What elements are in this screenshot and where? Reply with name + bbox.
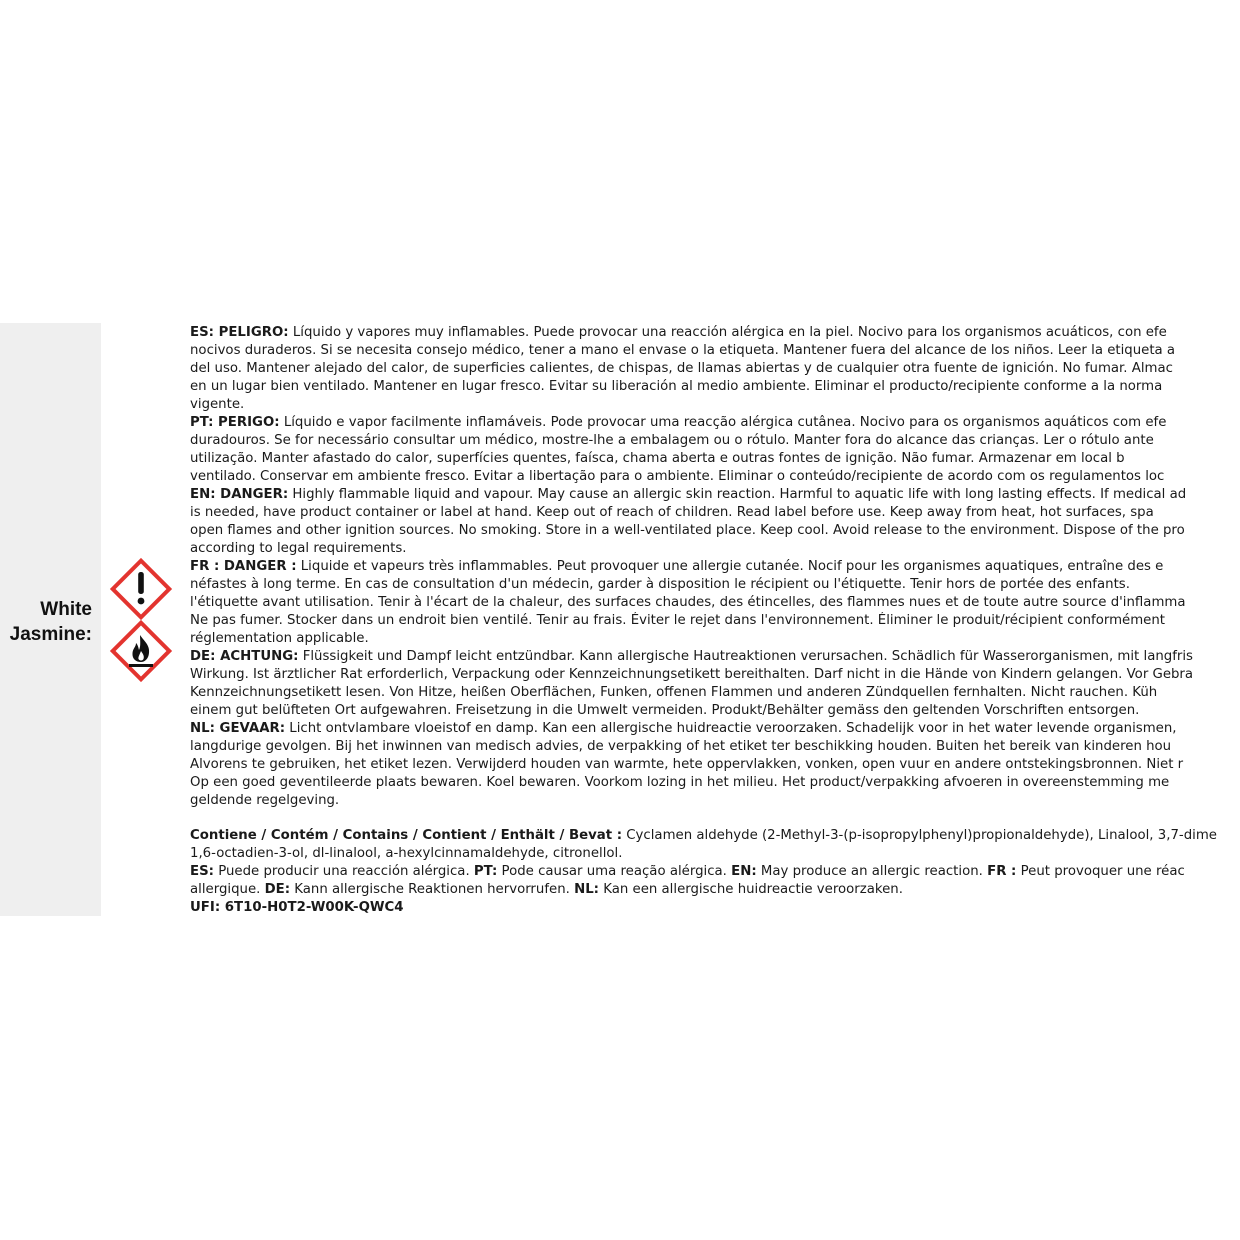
warning-nl-line: Op een goed geventileerde plaats bewaren. Koel bewaren. Voorkom lozing in het milieu. Het product/verpakking afvoeren in overeenstemming me — [190, 775, 1170, 790]
warning-nl-line: Alvorens te gebruiken, het etiket lezen. Verwijderd houden van warmte, hete oppervlakken, vonken, open vuur en andere ontstekingsbronnen. Niet r — [190, 757, 1184, 772]
warning-pt-line: ventilado. Conservar em ambiente fresco. Evitar a libertação para o ambiente. Eliminar o conteúdo/recipiente de acordo com os regulamentos loc — [190, 469, 1165, 484]
warning-fr-line: néfastes à long terme. En cas de consultation d'un médecin, garder à disposition le récipient ou l'étiquette. Tenir hors de portée des enfants. — [190, 577, 1130, 592]
warning-en-line: is needed, have product container or label at hand. Keep out of reach of children. Read label before use. Keep away from heat, hot surfaces, spa — [190, 505, 1154, 520]
warning-nl-label: NL: GEVAAR: — [190, 721, 286, 736]
warning-fr-line: l'étiquette avant utilisation. Tenir à l'écart de la chaleur, des surfaces chaudes, des étincelles, des flammes nues et de toute autre source d'inflamma — [190, 595, 1186, 610]
warning-fr-line: réglementation applicable. — [190, 631, 369, 646]
warning-pt-line: duradouros. Se for necessário consultar um médico, mostre-lhe a embalagem ou o rótulo. Manter fora do alcance das crianças. Ler o rótulo ante — [190, 433, 1154, 448]
warning-fr-label: FR : DANGER : — [190, 559, 297, 574]
warning-de-line: Kennzeichnungsetikett lesen. Von Hitze, heißen Oberflächen, Funken, offenen Flammen und anderen Zündquellen fernhalten. Nicht rauchen. Küh — [190, 685, 1158, 700]
product-name-line2: Jasmine: — [9, 624, 92, 645]
warning-es-line: vigente. — [190, 397, 245, 412]
label-text-block — [190, 324, 1240, 917]
warning-es-label: ES: PELIGRO: — [190, 325, 289, 340]
warning-es-line: del uso. Mantener alejado del calor, de superficies calientes, de chispas, de llamas abiertas y de cualquier otra fuente de ignición. No fumar. Almac — [190, 361, 1173, 376]
warning-es-line: nocivos duraderos. Si se necesita consejo médico, tener a mano el envase o la etiqueta. Mantener fuera del alcance de los niños. Leer la etiqueta a — [190, 343, 1176, 358]
warning-fr-line: Ne pas fumer. Stocker dans un endroit bien ventilé. Tenir au frais. Éviter le rejet dans l'environnement. Éliminer le produit/récipient conformément — [190, 613, 1166, 628]
contains-line: 1,6-octadien-3-ol, dl-linalool, a-hexylcinnamaldehyde, citronellol. — [190, 846, 623, 861]
flame-icon — [109, 619, 173, 683]
contains-label: Contiene / Contém / Contains / Contient / Enthält / Bevat : — [190, 828, 623, 843]
warning-nl-line: langdurige gevolgen. Bij het inwinnen van medisch advies, de verpakking of het etiket ter beschikking houden. Buiten het bereik van kinderen hou — [190, 739, 1172, 754]
allergy-line: allergique. DE: Kann allergische Reaktionen hervorrufen. NL: Kan een allergische huidreactie veroorzaken. — [190, 882, 903, 897]
warning-en-line: open flames and other ignition sources. No smoking. Store in a well-ventilated place. Keep cool. Avoid release to the environment. Dispose of the pro — [190, 523, 1185, 538]
contains-line: Contiene / Contém / Contains / Contient / Enthält / Bevat : Cyclamen aldehyde (2-Methyl-3-(p-isopropylphenyl)propionaldehyde), Linalool, 3,7-dime — [190, 828, 1217, 843]
warning-en-label: EN: DANGER: — [190, 487, 289, 502]
ufi-code: UFI: 6T10-H0T2-W00K-QWC4 — [190, 900, 404, 915]
warning-de-label: DE: ACHTUNG: — [190, 649, 299, 664]
warning-fr-line: FR : DANGER : Liquide et vapeurs très inflammables. Peut provoquer une allergie cutanée. Nocif pour les organismes aquatiques, entraîne des e — [190, 559, 1164, 574]
warning-de-line: Wirkung. Ist ärztlicher Rat erforderlich, Verpackung oder Kennzeichnungsetikett bereithalten. Darf nicht in die Hände von Kindern gelangen. Vor Gebra — [190, 667, 1194, 682]
warning-pt-label: PT: PERIGO: — [190, 415, 280, 430]
warning-es-line: ES: PELIGRO: Líquido y vapores muy inflamables. Puede provocar una reacción alérgica en la piel. Nocivo para los organismos acuáticos, con efe — [190, 325, 1167, 340]
warning-pt-line: PT: PERIGO: Líquido e vapor facilmente inflamáveis. Pode provocar uma reacção alérgica cutânea. Nocivo para os organismos aquáticos com efe — [190, 415, 1167, 430]
product-name-line1: White — [40, 599, 92, 620]
warning-en-line: EN: DANGER: Highly flammable liquid and vapour. May cause an allergic skin reaction. Harmful to aquatic life with long lasting effects. If medical ad — [190, 487, 1187, 502]
warning-nl-line: NL: GEVAAR: Licht ontvlambare vloeistof en damp. Kan een allergische huidreactie veroorzaken. Schadelijk voor in het water levende organismen, — [190, 721, 1177, 736]
exclamation-mark-icon — [109, 557, 173, 621]
warning-nl-line: geldende regelgeving. — [190, 793, 340, 808]
warning-de-line: einem gut belüfteten Ort aufgewahren. Freisetzung in die Umwelt vermeiden. Produkt/Behälter gemäss den geltenden Vorschriften entsorgen. — [190, 703, 1140, 718]
warning-pt-line: utilização. Manter afastado do calor, superfícies quentes, faísca, chama aberta e outras fontes de ignição. Não fumar. Armazenar em local b — [190, 451, 1125, 466]
spacer — [190, 810, 1240, 827]
warning-es-line: en un lugar bien ventilado. Mantener en lugar fresco. Evitar su liberación al medio ambiente. Eliminar el producto/recipiente conforme a la norma — [190, 379, 1163, 394]
allergy-line: ES: Puede producir una reacción alérgica. PT: Pode causar uma reação alérgica. EN: May produce an allergic reaction. FR : Peut provoquer une réac — [190, 864, 1185, 879]
warning-en-line: according to legal requirements. — [190, 541, 407, 556]
warning-de-line: DE: ACHTUNG: Flüssigkeit und Dampf leicht entzündbar. Kann allergische Hautreaktionen verursachen. Schädlich für Wasserorganismen, mit langfris — [190, 649, 1193, 664]
product-name — [0, 597, 92, 647]
